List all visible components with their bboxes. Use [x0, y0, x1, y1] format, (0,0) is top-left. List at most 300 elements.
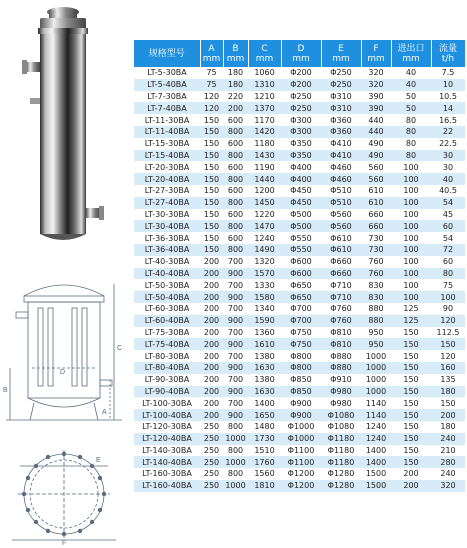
table-cell: Φ300: [281, 114, 321, 126]
table-cell: 180: [223, 79, 248, 91]
table-cell: Φ710: [321, 279, 361, 291]
table-cell: 830: [361, 279, 391, 291]
table-cell: Φ850: [281, 386, 321, 398]
table-cell: Φ650: [281, 291, 321, 303]
table-cell: 800: [223, 220, 248, 232]
column-header-name: D: [297, 43, 305, 54]
table-cell: 1500: [361, 468, 391, 480]
table-cell: 700: [223, 327, 248, 339]
table-cell: Φ250: [321, 67, 361, 79]
table-cell: 150: [391, 386, 431, 398]
model-cell: LT-90-30BA: [134, 374, 200, 386]
table-cell: 660: [361, 209, 391, 221]
table-cell: 490: [361, 150, 391, 162]
model-cell: LT-60-30BA: [134, 303, 200, 315]
table-cell: 1360: [248, 327, 281, 339]
table-cell: 120: [431, 350, 465, 362]
model-cell: LT-160-40BA: [134, 480, 200, 492]
table-cell: 80: [391, 138, 431, 150]
table-cell: 390: [361, 91, 391, 103]
table-cell: Φ600: [281, 268, 321, 280]
table-cell: 880: [361, 303, 391, 315]
table-cell: Φ810: [321, 338, 361, 350]
table-cell: Φ510: [321, 185, 361, 197]
model-cell: LT-120-30BA: [134, 421, 200, 433]
table-cell: Φ1080: [321, 409, 361, 421]
table-cell: 830: [361, 291, 391, 303]
table-row: [134, 468, 465, 480]
table-cell: Φ1180: [321, 445, 361, 457]
table-cell: 1400: [248, 397, 281, 409]
table-cell: 440: [361, 114, 391, 126]
table-cell: 600: [223, 114, 248, 126]
table-cell: 120: [200, 102, 223, 114]
model-cell: LT-27-30BA: [134, 185, 200, 197]
model-cell: LT-120-40BA: [134, 433, 200, 445]
table-cell: 900: [223, 409, 248, 421]
table-cell: 150: [391, 362, 431, 374]
table-cell: 1180: [248, 138, 281, 150]
column-header: [223, 40, 248, 67]
table-row: [134, 409, 465, 421]
table-cell: 200: [200, 350, 223, 362]
table-cell: Φ660: [321, 268, 361, 280]
table-cell: Φ660: [321, 256, 361, 268]
table-cell: 390: [361, 102, 391, 114]
column-header-name: E: [338, 43, 344, 54]
table-cell: 800: [223, 445, 248, 457]
table-cell: Φ600: [281, 256, 321, 268]
table-cell: 730: [361, 232, 391, 244]
table-cell: Φ550: [281, 232, 321, 244]
table-cell: 700: [223, 279, 248, 291]
column-header-unit: mm: [332, 53, 350, 64]
table-cell: 1510: [248, 445, 281, 457]
table-cell: Φ560: [321, 209, 361, 221]
table-cell: Φ400: [281, 161, 321, 173]
table-cell: Φ980: [321, 397, 361, 409]
model-cell: LT-50-30BA: [134, 279, 200, 291]
table-cell: 200: [200, 338, 223, 350]
table-cell: 600: [223, 138, 248, 150]
table-cell: 100: [391, 279, 431, 291]
table-cell: 180: [223, 67, 248, 79]
table-cell: 1370: [248, 102, 281, 114]
table-cell: Φ800: [281, 350, 321, 362]
table-header-row: [134, 40, 465, 67]
table-cell: Φ250: [281, 102, 321, 114]
table-cell: 75: [200, 67, 223, 79]
table-cell: 40.5: [431, 185, 465, 197]
table-cell: 1000: [361, 362, 391, 374]
table-cell: 1340: [248, 303, 281, 315]
table-cell: 80: [391, 126, 431, 138]
table-cell: 200: [200, 303, 223, 315]
table-row: [134, 315, 465, 327]
table-cell: 1380: [248, 350, 281, 362]
model-cell: LT-30-30BA: [134, 209, 200, 221]
table-cell: Φ250: [321, 79, 361, 91]
table-row: [134, 362, 465, 374]
table-cell: Φ310: [321, 102, 361, 114]
table-cell: 7.5: [431, 67, 465, 79]
column-header: [321, 40, 361, 67]
model-cell: LT-7-40BA: [134, 102, 200, 114]
table-cell: Φ410: [321, 150, 361, 162]
table-cell: 112.5: [431, 327, 465, 339]
table-cell: 150: [431, 338, 465, 350]
table-cell: 1240: [361, 421, 391, 433]
table-cell: 100: [391, 268, 431, 280]
table-cell: Φ1180: [321, 456, 361, 468]
table-cell: 730: [361, 244, 391, 256]
table-cell: 1320: [248, 256, 281, 268]
table-cell: 100: [391, 185, 431, 197]
table-cell: 250: [200, 456, 223, 468]
table-cell: Φ850: [281, 374, 321, 386]
table-cell: 240: [431, 433, 465, 445]
plan-view-drawing: [2, 448, 130, 546]
column-header: [391, 40, 431, 67]
table-cell: 150: [200, 126, 223, 138]
table-cell: Φ760: [321, 303, 361, 315]
table-cell: 880: [361, 315, 391, 327]
table-cell: 200: [200, 409, 223, 421]
table-cell: Φ310: [321, 91, 361, 103]
table-cell: 14: [431, 102, 465, 114]
column-header-name: A: [208, 43, 215, 54]
table-cell: 1190: [248, 161, 281, 173]
table-row: [134, 445, 465, 457]
table-cell: 250: [200, 421, 223, 433]
column-header-name: F: [373, 43, 379, 54]
table-cell: 700: [223, 256, 248, 268]
table-cell: 240: [431, 468, 465, 480]
table-cell: Φ880: [321, 362, 361, 374]
table-cell: Φ350: [281, 138, 321, 150]
table-cell: 1060: [248, 67, 281, 79]
table-cell: 1490: [248, 244, 281, 256]
column-header-unit: mm: [255, 53, 274, 64]
table-cell: Φ360: [321, 114, 361, 126]
table-row: [134, 150, 465, 162]
table-cell: 150: [200, 185, 223, 197]
table-cell: Φ550: [281, 244, 321, 256]
table-cell: 60: [431, 220, 465, 232]
table-cell: 50: [391, 102, 431, 114]
table-cell: 1430: [248, 150, 281, 162]
table-cell: 200: [431, 409, 465, 421]
table-cell: 700: [223, 397, 248, 409]
table-cell: 200: [200, 386, 223, 398]
model-cell: LT-15-40BA: [134, 150, 200, 162]
table-row: [134, 67, 465, 79]
model-cell: LT-50-40BA: [134, 291, 200, 303]
table-cell: Φ200: [281, 79, 321, 91]
table-cell: 1240: [361, 433, 391, 445]
table-row: [134, 91, 465, 103]
table-cell: 100: [431, 291, 465, 303]
model-cell: LT-160-30BA: [134, 468, 200, 480]
table-cell: Φ750: [281, 338, 321, 350]
table-cell: Φ360: [321, 126, 361, 138]
column-header-unit: mm: [292, 53, 310, 64]
table-cell: Φ700: [281, 303, 321, 315]
table-cell: 1730: [248, 433, 281, 445]
table-cell: Φ200: [281, 67, 321, 79]
model-cell: LT-100-40BA: [134, 409, 200, 421]
table-cell: 800: [223, 150, 248, 162]
table-cell: 150: [391, 350, 431, 362]
table-row: [134, 268, 465, 280]
table-cell: Φ900: [281, 397, 321, 409]
table-cell: 100: [391, 209, 431, 221]
table-cell: 610: [361, 185, 391, 197]
table-cell: 1220: [248, 209, 281, 221]
table-cell: Φ800: [281, 362, 321, 374]
model-cell: LT-40-30BA: [134, 256, 200, 268]
table-cell: 1610: [248, 338, 281, 350]
table-row: [134, 350, 465, 362]
table-cell: 320: [361, 67, 391, 79]
column-header-name: C: [261, 43, 268, 54]
table-cell: 80: [391, 114, 431, 126]
table-cell: 40: [431, 173, 465, 185]
table-cell: 45: [431, 209, 465, 221]
table-cell: 800: [223, 244, 248, 256]
table-cell: 1500: [361, 480, 391, 492]
table-cell: 40: [391, 79, 431, 91]
table-cell: Φ460: [321, 173, 361, 185]
dim-label-b: B: [3, 387, 8, 394]
table-cell: 1000: [223, 433, 248, 445]
table-cell: Φ1200: [281, 468, 321, 480]
table-cell: 50: [391, 91, 431, 103]
model-cell: LT-75-30BA: [134, 327, 200, 339]
table-cell: 200: [200, 291, 223, 303]
table-body: [134, 67, 465, 492]
dim-label-d: D: [60, 369, 66, 376]
table-cell: 250: [200, 480, 223, 492]
dim-label-a: A: [102, 409, 107, 416]
model-cell: LT-11-40BA: [134, 126, 200, 138]
table-cell: 320: [361, 79, 391, 91]
table-cell: 150: [391, 327, 431, 339]
table-cell: 700: [223, 303, 248, 315]
table-cell: 1210: [248, 91, 281, 103]
table-cell: 1480: [248, 421, 281, 433]
table-cell: 1400: [361, 445, 391, 457]
table-cell: 80: [431, 268, 465, 280]
table-cell: Φ700: [281, 315, 321, 327]
table-cell: 320: [431, 480, 465, 492]
table-cell: 150: [200, 244, 223, 256]
table-row: [134, 327, 465, 339]
table-cell: Φ750: [281, 327, 321, 339]
table-cell: 760: [361, 256, 391, 268]
model-cell: LT-140-30BA: [134, 445, 200, 457]
table-cell: Φ610: [321, 232, 361, 244]
table-cell: 1560: [248, 468, 281, 480]
table-cell: 760: [361, 268, 391, 280]
table-cell: 1240: [248, 232, 281, 244]
column-header: [281, 40, 321, 67]
table-cell: 100: [391, 256, 431, 268]
table-cell: 560: [361, 173, 391, 185]
model-cell: LT-5-30BA: [134, 67, 200, 79]
table-row: [134, 244, 465, 256]
model-cell: LT-80-30BA: [134, 350, 200, 362]
table-row: [134, 209, 465, 221]
table-cell: 900: [223, 315, 248, 327]
column-header-name: 规格型号: [148, 48, 185, 59]
table-cell: 1650: [248, 409, 281, 421]
table-cell: 800: [223, 126, 248, 138]
table-cell: 180: [431, 421, 465, 433]
table-cell: 800: [223, 468, 248, 480]
table-cell: 900: [223, 362, 248, 374]
table-cell: 22.5: [431, 138, 465, 150]
table-cell: 1630: [248, 362, 281, 374]
table-cell: Φ410: [321, 138, 361, 150]
table-row: [134, 256, 465, 268]
table-cell: Φ450: [281, 185, 321, 197]
table-cell: 900: [223, 386, 248, 398]
table-cell: 60: [431, 256, 465, 268]
table-row: [134, 421, 465, 433]
table-cell: 660: [361, 220, 391, 232]
table-cell: 1420: [248, 126, 281, 138]
table-cell: 1000: [361, 350, 391, 362]
table-cell: 100: [391, 244, 431, 256]
table-cell: 100: [391, 291, 431, 303]
table-cell: 100: [391, 161, 431, 173]
table-cell: 610: [361, 197, 391, 209]
table-cell: 54: [431, 232, 465, 244]
column-header: [134, 40, 200, 67]
table-cell: 250: [200, 433, 223, 445]
table-cell: 200: [391, 468, 431, 480]
table-cell: Φ1280: [321, 480, 361, 492]
table-cell: 700: [223, 350, 248, 362]
column-header-unit: mm: [202, 53, 221, 64]
table-cell: 560: [361, 161, 391, 173]
table-cell: Φ510: [321, 197, 361, 209]
table-cell: 150: [200, 232, 223, 244]
table-cell: 200: [223, 102, 248, 114]
table-cell: Φ810: [321, 327, 361, 339]
table-cell: 100: [391, 232, 431, 244]
model-cell: LT-30-40BA: [134, 220, 200, 232]
table-cell: 10.5: [431, 91, 465, 103]
table-row: [134, 79, 465, 91]
table-cell: 200: [391, 480, 431, 492]
table-cell: 180: [431, 386, 465, 398]
table-cell: Φ300: [281, 126, 321, 138]
table-cell: Φ900: [281, 409, 321, 421]
table-row: [134, 220, 465, 232]
dim-label-f: F: [62, 540, 67, 546]
table-cell: 150: [200, 150, 223, 162]
table-row: [134, 102, 465, 114]
table-cell: 40: [391, 67, 431, 79]
table-row: [134, 232, 465, 244]
table-cell: 125: [391, 315, 431, 327]
table-row: [134, 433, 465, 445]
elevation-drawing: [2, 268, 130, 432]
dim-label-e: E: [96, 457, 101, 464]
table-row: [134, 480, 465, 492]
table-cell: 800: [223, 197, 248, 209]
model-cell: LT-40-40BA: [134, 268, 200, 280]
table-cell: Φ250: [281, 91, 321, 103]
table-cell: 490: [361, 138, 391, 150]
model-cell: LT-75-40BA: [134, 338, 200, 350]
model-cell: LT-140-40BA: [134, 456, 200, 468]
table-cell: 800: [223, 173, 248, 185]
table-row: [134, 303, 465, 315]
table-cell: 10: [431, 79, 465, 91]
column-header-unit: mm: [367, 53, 385, 64]
table-cell: Φ1100: [281, 456, 321, 468]
table-cell: 135: [431, 374, 465, 386]
table-cell: 200: [200, 362, 223, 374]
table-cell: 1310: [248, 79, 281, 91]
table-row: [134, 197, 465, 209]
table-row: [134, 138, 465, 150]
column-header-unit: t/h: [441, 53, 455, 64]
table-cell: 1590: [248, 315, 281, 327]
column-header: [248, 40, 281, 67]
model-cell: LT-20-40BA: [134, 173, 200, 185]
table-cell: 950: [361, 338, 391, 350]
column-header-unit: mm: [402, 53, 420, 64]
table-cell: 150: [391, 433, 431, 445]
table-cell: Φ910: [321, 374, 361, 386]
table-row: [134, 161, 465, 173]
table-cell: Φ650: [281, 279, 321, 291]
table-cell: 150: [200, 114, 223, 126]
table-cell: 220: [223, 91, 248, 103]
model-cell: LT-5-40BA: [134, 79, 200, 91]
table-cell: Φ400: [281, 173, 321, 185]
table-cell: 200: [200, 374, 223, 386]
table-cell: 30: [431, 150, 465, 162]
model-cell: LT-60-40BA: [134, 315, 200, 327]
table-cell: 150: [200, 138, 223, 150]
table-cell: 900: [223, 291, 248, 303]
table-cell: Φ1180: [321, 433, 361, 445]
table-cell: 1760: [248, 456, 281, 468]
table-cell: 200: [200, 397, 223, 409]
table-cell: 1470: [248, 220, 281, 232]
table-cell: 100: [391, 220, 431, 232]
table-cell: 250: [200, 445, 223, 457]
table-cell: 600: [223, 209, 248, 221]
column-header-name: B: [232, 43, 239, 54]
table-cell: 200: [200, 268, 223, 280]
model-cell: LT-36-30BA: [134, 232, 200, 244]
table-cell: Φ500: [281, 220, 321, 232]
table-cell: Φ460: [321, 161, 361, 173]
model-cell: LT-7-30BA: [134, 91, 200, 103]
table-cell: Φ880: [321, 350, 361, 362]
table-cell: 900: [223, 338, 248, 350]
table-cell: 54: [431, 197, 465, 209]
filter-housing-photo: [18, 2, 108, 246]
table-cell: 150: [200, 220, 223, 232]
table-cell: Φ1200: [281, 480, 321, 492]
